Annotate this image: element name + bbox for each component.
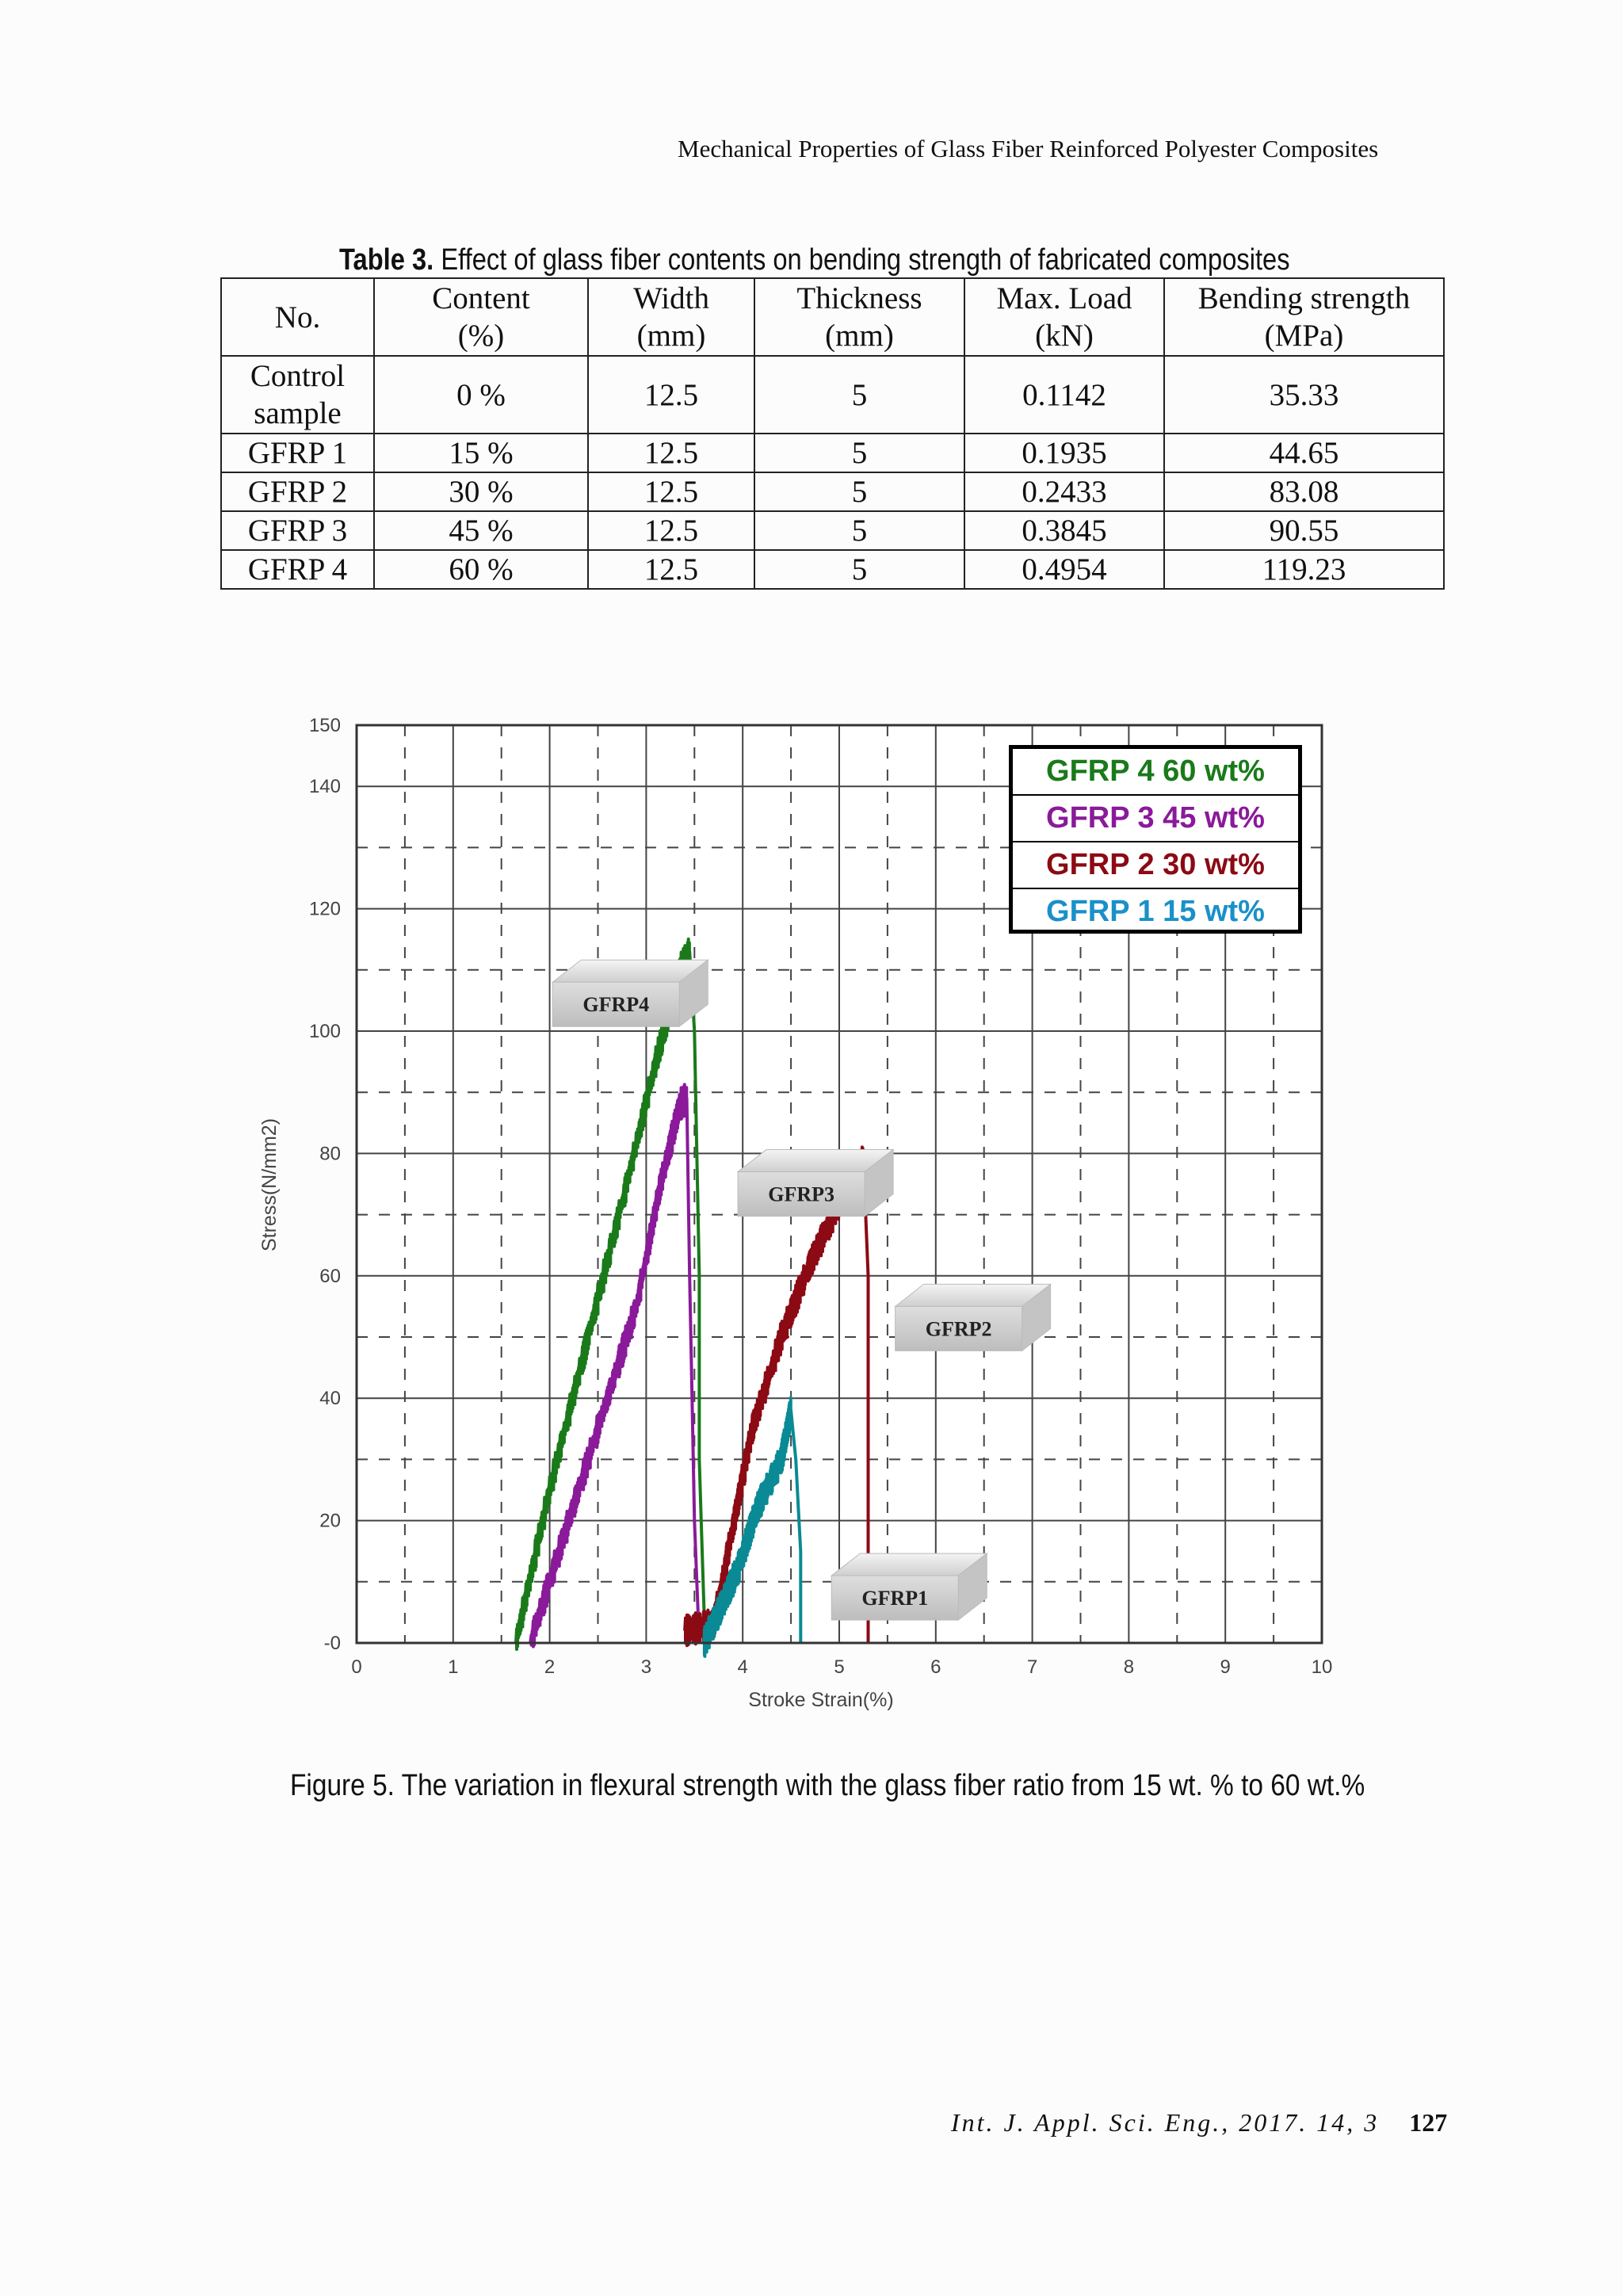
y-tick-label: 140 [308, 776, 341, 798]
y-tick-label: 100 [308, 1021, 341, 1042]
cell-width: 12.5 [588, 550, 754, 589]
label-box-text: GFRP1 [861, 1587, 929, 1610]
cell-max-load: 0.1935 [964, 434, 1164, 472]
x-tick-label: 10 [1311, 1656, 1333, 1678]
column-header-bending-strength: Bending strength (MPa) [1164, 278, 1444, 356]
cell-thickness: 5 [754, 511, 964, 550]
cell-no: GFRP 3 [221, 511, 374, 550]
running-title: Mechanical Properties of Glass Fiber Reinforced Polyester Composites [678, 135, 1379, 162]
legend-entry-gfrp4: GFRP 4 60 wt% [1046, 755, 1265, 788]
legend-entry-gfrp3: GFRP 3 45 wt% [1013, 794, 1298, 841]
y-tick-label: 150 [308, 715, 341, 736]
label-box-text: GFRP4 [582, 993, 650, 1017]
x-tick-label: 3 [640, 1656, 652, 1678]
page-number: 127 [1409, 2108, 1448, 2137]
cell-content: 30 % [374, 472, 588, 511]
cell-bending-strength: 44.65 [1164, 434, 1444, 472]
cell-bending-strength: 119.23 [1164, 550, 1444, 589]
cell-width: 12.5 [588, 511, 754, 550]
cell-thickness: 5 [754, 472, 964, 511]
journal-citation: Int. J. Appl. Sci. Eng., 2017. 14, 3 [951, 2108, 1380, 2137]
cell-no: GFRP 2 [221, 472, 374, 511]
cell-width: 12.5 [588, 356, 754, 434]
legend-entry-gfrp1: GFRP 1 15 wt% [1013, 888, 1298, 934]
x-tick-label: 5 [834, 1656, 845, 1678]
legend-entry-gfrp2: GFRP 2 30 wt% [1013, 841, 1298, 888]
label-box-gfrp4 [552, 960, 708, 1026]
cell-content: 0 % [374, 356, 588, 434]
column-header-thickness: Thickness (mm) [754, 278, 964, 356]
cell-thickness: 5 [754, 434, 964, 472]
figure-caption-label: Figure 5. [290, 1769, 395, 1802]
x-tick-label: 6 [930, 1656, 941, 1678]
y-tick-label: -0 [323, 1633, 341, 1654]
x-tick-label: 4 [737, 1656, 748, 1678]
y-tick-label: 20 [319, 1510, 341, 1532]
x-tick-label: 2 [544, 1656, 556, 1678]
cell-max-load: 0.2433 [964, 472, 1164, 511]
cell-width: 12.5 [588, 472, 754, 511]
cell-content: 60 % [374, 550, 588, 589]
table-caption-text: Effect of glass fiber contents on bending strength of fabricated composites [441, 243, 1290, 277]
cell-no: Control sample [221, 356, 374, 434]
x-axis-label: Stroke Strain(%) [748, 1689, 894, 1711]
page-footer [951, 2108, 1447, 2137]
figure-caption [290, 1769, 1365, 1803]
column-header-content: Content (%) [374, 278, 588, 356]
label-box-gfrp2 [896, 1284, 1051, 1350]
x-tick-label: 7 [1026, 1656, 1038, 1678]
y-tick-label: 80 [319, 1143, 341, 1165]
column-header-no: No. [221, 278, 374, 356]
cell-bending-strength: 83.08 [1164, 472, 1444, 511]
cell-max-load: 0.3845 [964, 511, 1164, 550]
chart-legend [1009, 745, 1302, 934]
label-box-gfrp3 [738, 1150, 893, 1217]
label-box-text: GFRP3 [768, 1182, 834, 1206]
x-tick-label: 1 [448, 1656, 459, 1678]
column-header-max-load: Max. Load (kN) [964, 278, 1164, 356]
cell-thickness: 5 [754, 356, 964, 434]
column-header-width: Width (mm) [588, 278, 754, 356]
cell-thickness: 5 [754, 550, 964, 589]
cell-content: 45 % [374, 511, 588, 550]
label-box-gfrp1 [831, 1553, 987, 1620]
y-axis-label: Stress(N/mm2) [258, 1117, 281, 1252]
cell-bending-strength: 35.33 [1164, 356, 1444, 434]
y-tick-label: 120 [308, 898, 341, 920]
y-tick-label: 40 [319, 1388, 341, 1410]
cell-max-load: 0.4954 [964, 550, 1164, 589]
x-tick-label: 9 [1220, 1656, 1231, 1678]
cell-no: GFRP 4 [221, 550, 374, 589]
cell-max-load: 0.1142 [964, 356, 1164, 434]
cell-no: GFRP 1 [221, 434, 374, 472]
cell-content: 15 % [374, 434, 588, 472]
cell-width: 12.5 [588, 434, 754, 472]
table-caption-label: Table 3. [339, 243, 434, 277]
y-tick-label: 60 [319, 1265, 341, 1287]
x-tick-label: 8 [1123, 1656, 1135, 1678]
x-tick-label: 0 [351, 1656, 362, 1678]
figure-caption-text: The variation in flexural strength with the glass fiber ratio from 15 wt. % to 60 wt.% [401, 1769, 1365, 1802]
cell-bending-strength: 90.55 [1164, 511, 1444, 550]
label-box-text: GFRP2 [925, 1317, 992, 1341]
